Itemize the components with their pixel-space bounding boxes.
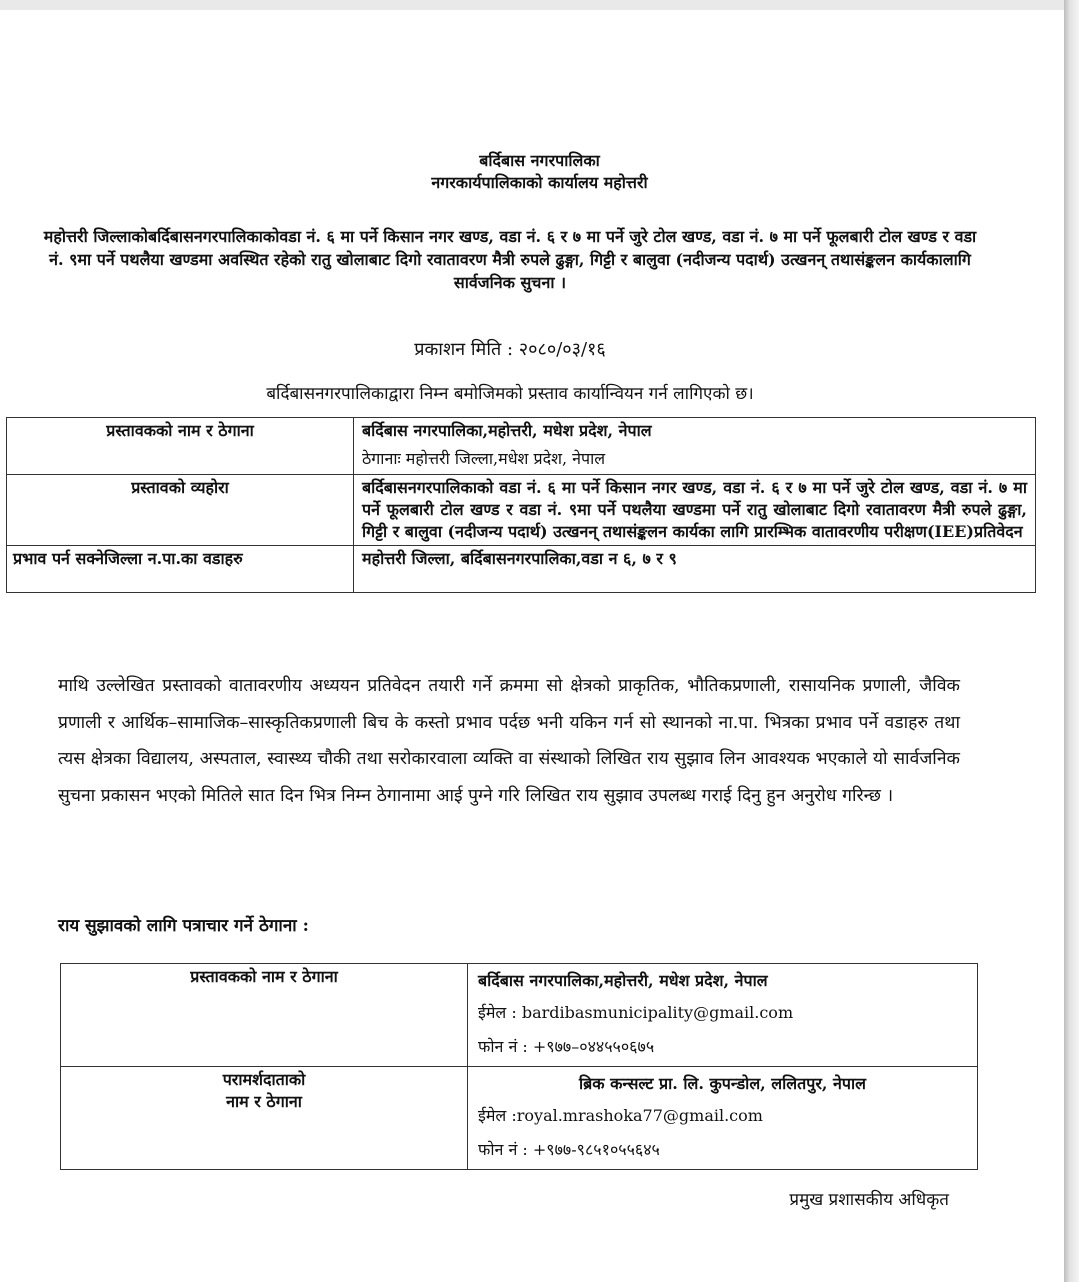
affected-wards-label: प्रभाव पर्न सक्नेजिल्ला न.पा.का वडाहरु bbox=[7, 546, 354, 593]
notice-title: महोत्तरी जिल्लाकोबर्दिबासनगरपालिकाकोवडा नं. ६ मा पर्ने किसान नगर खण्ड, वडा नं. ६ र ७ मा पर्ने जुरे टोल खण्ड, वडा नं. ७ मा पर्ने फूलबारी टोल खण्ड र वडा नं. ९मा पर्ने पथलैया खण्डमा अवस्थित रहेको रातु खोलाबाट दिगो रवातावरण मैत्री रुपले ढुङ्गा, गिट्टी र बालुवा (नदीजन्य पदार्थ) उत्खनन् तथासंङ्कलन कार्यकालागि सार्वजनिक सुचना । bbox=[43, 227, 977, 292]
table-row bbox=[7, 546, 1036, 593]
proposal-subject-label: प्रस्तावको व्यहोरा bbox=[7, 475, 354, 546]
contact-proposer-phone: फोन नं : +९७७–०४४५५०६७५ bbox=[478, 1037, 655, 1056]
signature-title: प्रमुख प्रशासकीय अधिकृत bbox=[789, 1190, 949, 1210]
proposer-label: प्रस्तावकको नाम र ठेगाना bbox=[7, 418, 354, 475]
publication-date: प्रकाशन मिति : २०८०/०३/१६ bbox=[414, 339, 606, 360]
contact-proposer-cell bbox=[468, 964, 978, 1067]
intro-text: बर्दिबासनगरपालिकाद्वारा निम्न बमोजिमको प्रस्ताव कार्यान्वियन गर्न लागिएको छ। bbox=[266, 384, 754, 404]
proposer-value: बर्दिबास नगरपालिका,महोत्तरी, मधेश प्रदेश, नेपाल bbox=[354, 418, 1036, 445]
proposal-subject-value: बर्दिबासनगरपालिकाको वडा नं. ६ मा पर्ने किसान नगर खण्ड, वडा नं. ६ र ७ मा पर्ने जुरे टोल खण्ड, वडा नं. ७ मा पर्ने फूलबारी टोल खण्ड र वडा नं. ९मा पर्ने पथलैया खण्डमा पर्ने रातु खोलाबाट दिगो रवातावरण मैत्री रुपले ढुङ्गा, गिट्टी र बालुवा (नदीजन्य पदार्थ) उत्खनन् तथासंङ्कलन कार्यका लागि प्रारम्भिक वातावरणीय परीक्षण(IEE)प्रतिवेदन bbox=[354, 475, 1036, 546]
table-row bbox=[7, 418, 1036, 445]
contact-table bbox=[60, 963, 978, 1170]
proposal-table bbox=[6, 417, 1036, 593]
proposer-address: ठेगानाः महोत्तरी जिल्ला,मधेश प्रदेश, नेपाल bbox=[354, 444, 1036, 475]
contact-title: राय सुझावको लागि पत्राचार गर्ने ठेगाना : bbox=[58, 916, 309, 936]
table-row bbox=[7, 475, 1036, 546]
consultant-label-line2: नाम र ठेगाना bbox=[226, 1092, 302, 1111]
body-paragraph: माथि उल्लेखित प्रस्तावको वातावरणीय अध्ययन प्रतिवेदन तयारी गर्ने क्रममा सो क्षेत्रको प्राकृतिक, भौतिकप्रणाली, रासायनिक प्रणाली, जैविक प्रणाली र आर्थिक–सामाजिक–सास्कृतिकप्रणाली बिच के कस्तो प्रभाव पर्दछ भनी यकिन गर्न सो स्थानको ना.पा. भित्रका प्रभाव पर्ने वडाहरु तथा त्यस क्षेत्रका विद्यालय, अस्पताल, स्वास्थ्य चौकी तथा सरोकारवाला व्यक्ति वा संस्थाको लिखित राय सुझाव लिन आवश्यक भएकाले यो सार्वजनिक सुचना प्रकासन भएको मितिले सात दिन भित्र निम्न ठेगानामा आई पुग्ने गरि लिखित राय सुझाव उपलब्ध गराई दिनु हुन अनुरोध गरिन्छ । bbox=[58, 676, 960, 806]
table-row bbox=[61, 1067, 978, 1170]
contact-consultant-phone: फोन नं : +९७७-९८५१०५५६४५ bbox=[478, 1140, 660, 1159]
contact-proposer-label: प्रस्तावकको नाम र ठेगाना bbox=[61, 964, 468, 1067]
table-row bbox=[61, 964, 978, 1067]
contact-consultant-email: ईमेल :royal.mrashoka77@gmail.com bbox=[478, 1106, 763, 1125]
office-name: बर्दिबास नगरपालिका bbox=[479, 151, 600, 170]
contact-proposer-email: ईमेल : bardibasmunicipality@gmail.com bbox=[478, 1003, 794, 1022]
consultant-label-line1: परामर्शदाताको bbox=[222, 1070, 306, 1089]
affected-wards-value: महोत्तरी जिल्ला, बर्दिबासनगरपालिका,वडा न ६, ७ र ९ bbox=[354, 546, 1036, 593]
office-heading bbox=[0, 150, 1079, 194]
contact-consultant-cell bbox=[468, 1067, 978, 1170]
contact-consultant-label bbox=[61, 1067, 468, 1170]
contact-proposer-name: बर्दिबास नगरपालिका,महोत्तरी, मधेश प्रदेश, नेपाल bbox=[478, 971, 768, 990]
office-subname: नगरकार्यपालिकाको कार्यालय महोत्तरी bbox=[431, 173, 648, 192]
contact-consultant-name: ब्रिक कन्सल्ट प्रा. लि. कुपन्डोल, ललितपुर, नेपाल bbox=[578, 1074, 866, 1093]
